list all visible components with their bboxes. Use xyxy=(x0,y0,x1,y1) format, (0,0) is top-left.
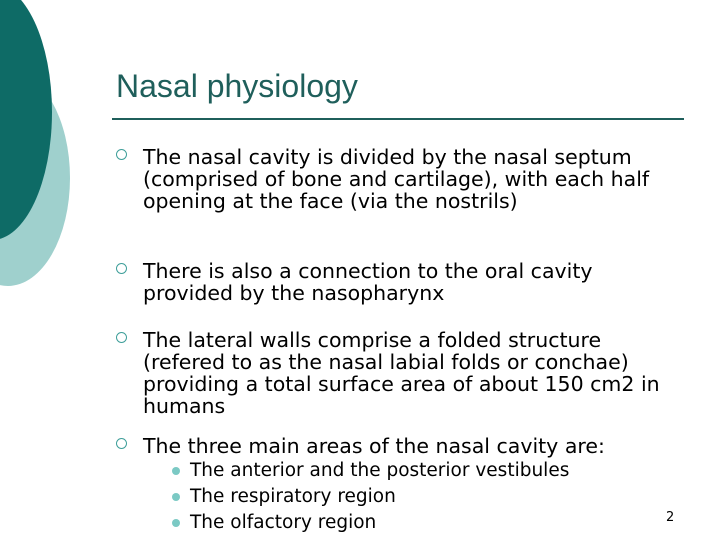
sub-bullet-dot-icon xyxy=(172,519,180,527)
sub-bullet-dot-icon xyxy=(172,493,180,501)
bullet-circle-icon xyxy=(116,149,127,160)
sub-bullet-text: The respiratory region xyxy=(190,486,396,507)
title-divider xyxy=(112,118,684,120)
page-number: 2 xyxy=(666,510,675,525)
decorative-corner-shapes xyxy=(0,0,90,300)
bullet-text: There is also a connection to the oral cavity provided by the nasopharynx xyxy=(143,259,593,305)
bullet-circle-icon xyxy=(116,438,127,449)
bullet-text: The three main areas of the nasal cavity are: xyxy=(143,434,605,458)
bullet-circle-icon xyxy=(116,263,127,274)
sub-bullet-text: The anterior and the posterior vestibules xyxy=(190,460,570,481)
bullet-text: The nasal cavity is divided by the nasal septum (comprised of bone and cartilage), with each half opening at the face (via the nostrils) xyxy=(143,145,650,213)
bullet-circle-icon xyxy=(116,332,127,343)
bullet-text: The lateral walls comprise a folded structure (refered to as the nasal labial folds or conchae) providing a total surface area of about 150 cm2 in humans xyxy=(143,328,660,418)
sub-bullet-text: The olfactory region xyxy=(190,512,377,533)
sub-bullet-dot-icon xyxy=(172,467,180,475)
slide-title: Nasal physiology xyxy=(116,68,358,104)
